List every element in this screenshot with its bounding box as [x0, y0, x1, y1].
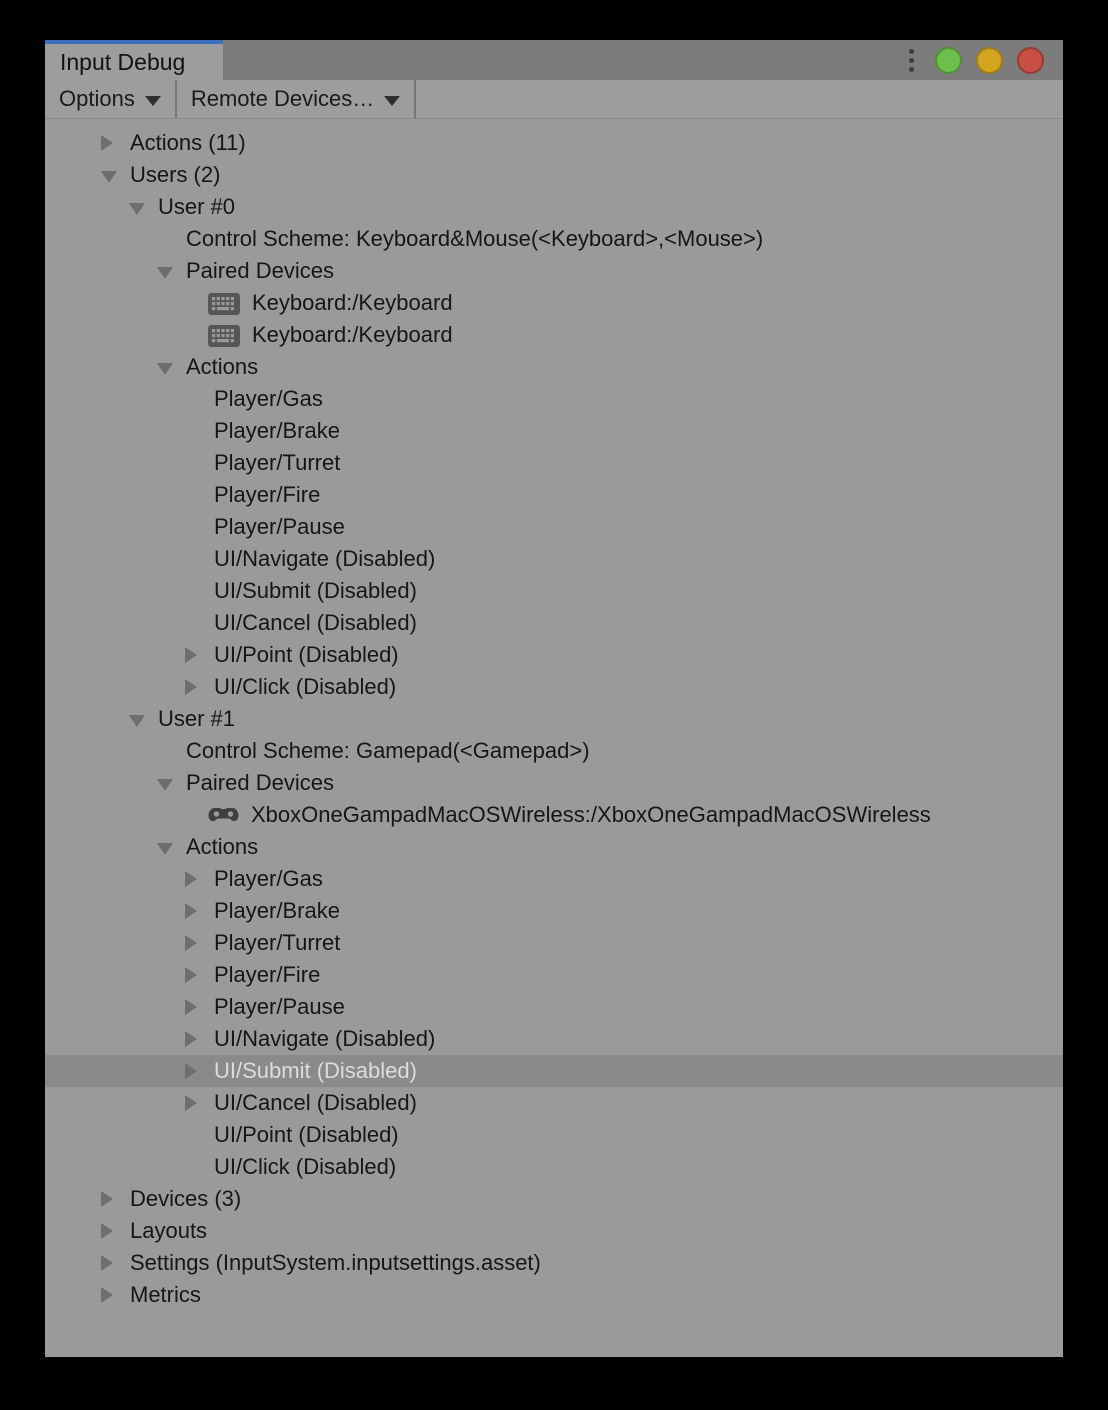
tree-row[interactable]: [45, 415, 1063, 447]
tree-row-label: UI/Cancel (Disabled): [214, 1090, 417, 1115]
tree-row-label: UI/Submit (Disabled): [214, 578, 417, 603]
expand-arrow-icon[interactable]: [185, 967, 214, 983]
tree-row-label: Player/Fire: [214, 962, 321, 987]
tree-row-label: Layouts: [130, 1218, 208, 1243]
tree-row[interactable]: [45, 351, 1063, 383]
tree-row[interactable]: [45, 767, 1063, 799]
expand-arrow-icon[interactable]: [101, 1287, 130, 1303]
tree-row[interactable]: [45, 511, 1063, 543]
tree-row[interactable]: [45, 991, 1063, 1023]
tree-row-label: UI/Navigate (Disabled): [214, 546, 436, 571]
tree-row-label: Paired Devices: [186, 258, 334, 283]
expand-arrow-icon[interactable]: [185, 679, 214, 695]
tab-title: Input Debug: [60, 48, 186, 75]
tree-row[interactable]: [45, 543, 1063, 575]
tree-row-label: Player/Fire: [214, 482, 321, 507]
expand-arrow-icon[interactable]: [185, 871, 214, 887]
tree-row-label: Actions: [186, 834, 259, 859]
tree-row-label: User #1: [158, 706, 236, 731]
tree-row[interactable]: [45, 639, 1063, 671]
tree-row[interactable]: [45, 223, 1063, 255]
tree-row-label: XboxOneGampadMacOSWireless:/XboxOneGampadMacOSWireless: [251, 802, 931, 827]
collapse-arrow-icon[interactable]: [129, 200, 158, 215]
tree-row-label: Player/Pause: [214, 514, 345, 539]
tree-row[interactable]: [45, 1183, 1063, 1215]
collapse-arrow-icon[interactable]: [157, 776, 186, 791]
collapse-arrow-icon[interactable]: [129, 712, 158, 727]
tree-row[interactable]: [45, 575, 1063, 607]
expand-arrow-icon[interactable]: [101, 1223, 130, 1239]
tree-row[interactable]: [45, 703, 1063, 735]
tree-row-label: Paired Devices: [186, 770, 334, 795]
tree-row-label: Devices (3): [130, 1186, 242, 1211]
keyboard-icon: [207, 291, 241, 316]
tree-row[interactable]: [45, 1023, 1063, 1055]
tree-row-label: Actions (11): [130, 130, 246, 155]
tree-view: [45, 119, 1063, 1311]
tree-row[interactable]: [45, 607, 1063, 639]
tree-row[interactable]: [45, 1055, 1063, 1087]
chevron-down-icon: [145, 96, 161, 106]
collapse-arrow-icon[interactable]: [157, 360, 186, 375]
tree-row-label: Control Scheme: Keyboard&Mouse(<Keyboard>,<Mouse>): [186, 226, 764, 251]
tree-row[interactable]: [45, 671, 1063, 703]
tree-row-label: UI/Cancel (Disabled): [214, 610, 417, 635]
tree-row[interactable]: [45, 1087, 1063, 1119]
expand-arrow-icon[interactable]: [185, 935, 214, 951]
tree-row[interactable]: [45, 127, 1063, 159]
tree-row[interactable]: [45, 863, 1063, 895]
expand-arrow-icon[interactable]: [101, 1255, 130, 1271]
tree-row[interactable]: [45, 287, 1063, 319]
tree-row[interactable]: [45, 1215, 1063, 1247]
tree-row[interactable]: [45, 159, 1063, 191]
tree-row-label: Settings (InputSystem.inputsettings.asset): [130, 1250, 541, 1275]
collapse-arrow-icon[interactable]: [157, 264, 186, 279]
expand-arrow-icon[interactable]: [101, 1191, 130, 1207]
tree-row-label: Control Scheme: Gamepad(<Gamepad>): [186, 738, 590, 763]
tree-row[interactable]: [45, 383, 1063, 415]
expand-arrow-icon[interactable]: [185, 1031, 214, 1047]
toolbar: [45, 80, 1063, 119]
traffic-light-yellow[interactable]: [976, 47, 1003, 74]
chevron-down-icon: [384, 96, 400, 106]
tree-row-label: Metrics: [130, 1282, 201, 1307]
tree-row-label: Player/Turret: [214, 450, 341, 475]
toolbar-separator: [414, 80, 416, 118]
tree-row-label: Player/Turret: [214, 930, 341, 955]
tree-row-label: Player/Gas: [214, 386, 323, 411]
collapse-arrow-icon[interactable]: [101, 168, 130, 183]
keyboard-icon: [207, 323, 241, 348]
tree-row-label: UI/Submit (Disabled): [214, 1058, 417, 1083]
input-debug-window: [45, 40, 1063, 1357]
tree-row[interactable]: [45, 895, 1063, 927]
traffic-light-red[interactable]: [1017, 47, 1044, 74]
expand-arrow-icon[interactable]: [185, 903, 214, 919]
tree-row-label: UI/Point (Disabled): [214, 1122, 399, 1147]
tree-row[interactable]: [45, 735, 1063, 767]
collapse-arrow-icon[interactable]: [157, 840, 186, 855]
tree-row[interactable]: [45, 1279, 1063, 1311]
tree-row[interactable]: [45, 1119, 1063, 1151]
options-dropdown[interactable]: [45, 80, 175, 118]
tree-row-label: Player/Brake: [214, 898, 340, 923]
tree-row[interactable]: [45, 1151, 1063, 1183]
tree-row[interactable]: [45, 799, 1063, 831]
tree-row-label: Keyboard:/Keyboard: [252, 322, 453, 347]
remote-devices-dropdown-label: Remote Devices…: [190, 86, 375, 111]
tree-row[interactable]: [45, 1247, 1063, 1279]
tree-row-label: Users (2): [130, 162, 221, 187]
tree-row[interactable]: [45, 831, 1063, 863]
tree-row-label: Player/Gas: [214, 866, 323, 891]
tree-row[interactable]: [45, 319, 1063, 351]
expand-arrow-icon[interactable]: [185, 1063, 214, 1079]
tree-row-label: Player/Brake: [214, 418, 340, 443]
tree-row-label: UI/Click (Disabled): [214, 674, 397, 699]
tree-row-label: UI/Point (Disabled): [214, 642, 399, 667]
tree-row-label: UI/Click (Disabled): [214, 1154, 397, 1179]
tree-row[interactable]: [45, 191, 1063, 223]
tab-input-debug[interactable]: [45, 40, 223, 80]
tree-row-label: Player/Pause: [214, 994, 345, 1019]
traffic-light-green[interactable]: [935, 47, 962, 74]
tree-row[interactable]: [45, 479, 1063, 511]
tree-row-label: Keyboard:/Keyboard: [252, 290, 453, 315]
tree-row-label: UI/Navigate (Disabled): [214, 1026, 436, 1051]
gamepad-icon: [207, 805, 240, 825]
window-controls: [909, 40, 1044, 80]
tree-row[interactable]: [45, 447, 1063, 479]
remote-devices-dropdown[interactable]: [177, 80, 414, 118]
tree-row-label: User #0: [158, 194, 236, 219]
tree-row-label: Actions: [186, 354, 259, 379]
expand-arrow-icon[interactable]: [185, 1095, 214, 1111]
expand-arrow-icon[interactable]: [185, 999, 214, 1015]
tab-strip: [45, 40, 1063, 80]
tree-row[interactable]: [45, 255, 1063, 287]
expand-arrow-icon[interactable]: [101, 135, 130, 151]
expand-arrow-icon[interactable]: [185, 647, 214, 663]
tree-row[interactable]: [45, 959, 1063, 991]
tree-row[interactable]: [45, 927, 1063, 959]
tabstrip-spacer: [223, 40, 909, 80]
vertical-dots-menu-icon[interactable]: [909, 49, 914, 72]
options-dropdown-label: Options: [59, 86, 135, 111]
